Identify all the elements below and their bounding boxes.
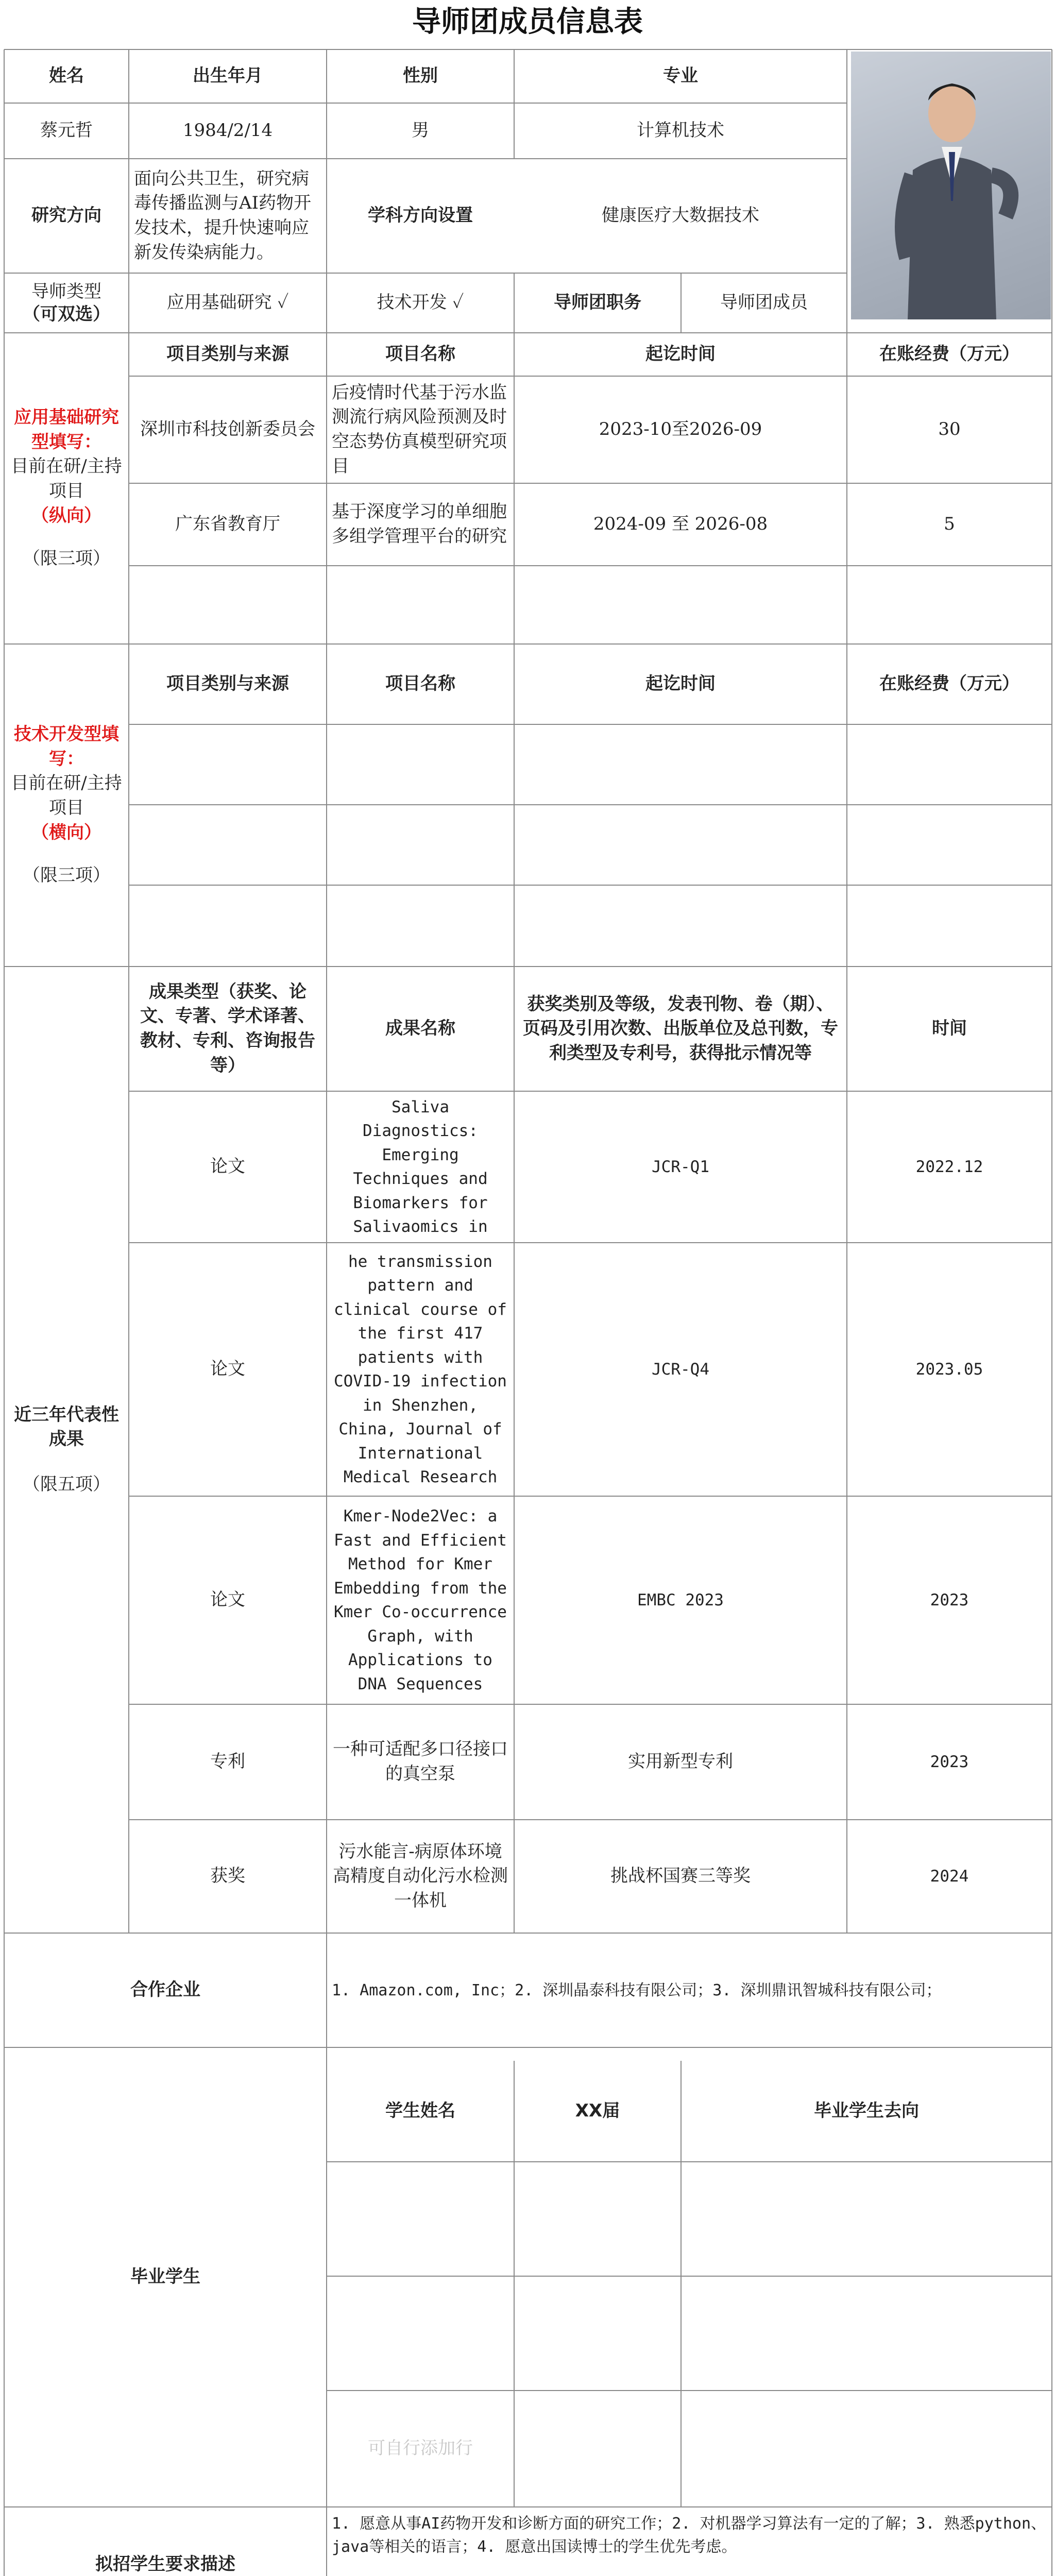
graduates-header-class: XX届 <box>575 2100 620 2122</box>
basic-research-label-text: 目前在研/主持项目 <box>11 456 122 501</box>
achievement-header-detail: 获奖类别及等级，发表刊物、卷（期）、页码及引用次数、出版单位及总刊数，专利类型及专利号，获得批示情况等 <box>523 993 838 1063</box>
basic-header-period: 起讫时间 <box>645 344 716 365</box>
discipline-value: 健康医疗大数据技术 <box>602 205 759 226</box>
cooperation-value: 1. Amazon.com, Inc；2. 深圳晶泰科技有限公司；3. 深圳鼎讯智城科技有限公司； <box>332 1981 942 1999</box>
research-value: 面向公共卫生，研究病毒传播监测与AI药物开发技术，提升快速响应新发传染病能力。 <box>134 168 311 263</box>
cooperation-label: 合作企业 <box>130 1979 200 2001</box>
requirements-label: 拟招学生要求描述 <box>95 2554 235 2575</box>
basic-row2-name: 基于深度学习的单细胞多组学管理平台的研究 <box>332 501 507 547</box>
gender-value: 男 <box>412 120 429 141</box>
achievement-header-name: 成果名称 <box>385 1018 455 1039</box>
member-photo <box>851 52 1051 319</box>
tech-header-category: 项目类别与来源 <box>166 673 289 694</box>
basic-row1-category: 深圳市科技创新委员会 <box>140 419 315 440</box>
basic-research-limit: （限三项） <box>23 548 110 569</box>
achievement-row3-type: 论文 <box>210 1589 245 1611</box>
add-row-hint[interactable]: 可自行添加行 <box>368 2438 473 2459</box>
name-header: 姓名 <box>49 65 84 87</box>
basic-row1-period: 2023-10至2026-09 <box>599 419 762 440</box>
position-label: 导师团职务 <box>554 292 641 313</box>
achievement-row4-time: 2023 <box>930 1752 969 1771</box>
mentor-type-option-basic[interactable]: 应用基础研究 ✓ <box>166 292 289 313</box>
achievement-row4-name: 一种可适配多口径接口的真空泵 <box>333 1739 508 1784</box>
requirements-value: 1. 愿意从事AI药物开发和诊断方面的研究工作；2. 对机器学习算法有一定的了解；3. 熟悉python、java等相关的语言；4. 愿意出国读博士的学生优先考虑。 <box>332 2515 1047 2556</box>
achievement-row2-name: he transmission pattern and clinical course of the first 417 patients with COVID-19 infection in Shenzhen, China, Journal of International Medical Research <box>334 1252 507 1486</box>
basic-row2-category: 广东省教育厅 <box>175 514 280 535</box>
achievement-row3-time: 2023 <box>930 1590 969 1609</box>
achievement-row1-name: Saliva Diagnostics: Emerging Techniques and Biomarkers for Salivaomics in <box>353 1097 488 1236</box>
tech-header-period: 起讫时间 <box>645 673 716 694</box>
basic-row1-funding: 30 <box>938 419 961 440</box>
mentor-type-option-tech[interactable]: 技术开发 ✓ <box>377 292 464 313</box>
achievement-row1-detail: JCR-Q1 <box>652 1157 709 1176</box>
basic-research-label-direction: （纵向） <box>31 505 101 526</box>
achievement-row5-type: 获奖 <box>210 1866 245 1887</box>
achievement-row4-detail: 实用新型专利 <box>628 1751 733 1772</box>
basic-header-funding: 在账经费（万元） <box>879 344 1019 365</box>
achievement-row2-type: 论文 <box>210 1359 245 1380</box>
achievement-row3-detail: EMBC 2023 <box>637 1590 724 1609</box>
basic-research-label <box>4 333 129 644</box>
achievement-header-type: 成果类型（获奖、论文、专著、学术译著、教材、专利、咨询报告等） <box>140 981 315 1076</box>
birth-value: 1984/2/14 <box>182 120 273 141</box>
mentor-type-label <box>4 273 129 333</box>
research-label: 研究方向 <box>31 205 101 226</box>
graduates-header-name: 学生姓名 <box>385 2100 455 2122</box>
achievements-label <box>4 967 129 1933</box>
achievement-header-time: 时间 <box>932 1018 967 1039</box>
graduates-label: 毕业学生 <box>130 2266 200 2287</box>
name-value: 蔡元哲 <box>40 120 93 141</box>
tech-dev-label-text: 目前在研/主持项目 <box>11 773 122 818</box>
form-title: 导师团成员信息表 <box>412 5 643 39</box>
achievements-label-text: 近三年代表性成果 <box>14 1404 119 1450</box>
birth-header: 出生年月 <box>193 65 263 87</box>
position-value: 导师团成员 <box>720 292 808 313</box>
major-header: 专业 <box>663 65 698 87</box>
tech-header-funding: 在账经费（万元） <box>879 673 1019 694</box>
graduates-header-destination: 毕业学生去向 <box>814 2100 919 2122</box>
achievement-row5-name: 污水能言-病原体环境高精度自动化污水检测一体机 <box>333 1841 508 1911</box>
basic-header-category: 项目类别与来源 <box>166 344 289 365</box>
achievement-row1-time: 2022.12 <box>915 1157 983 1176</box>
tech-header-name: 项目名称 <box>385 673 455 694</box>
achievement-row3-name: Kmer-Node2Vec: a Fast and Efficient Method for Kmer Embedding from the Kmer Co-occurrence Graph, with Applications to DNA Sequences <box>334 1507 507 1693</box>
mentor-type-label-line2: （可双选） <box>23 304 110 325</box>
gender-header: 性别 <box>403 65 438 87</box>
achievement-row5-time: 2024 <box>930 1867 969 1886</box>
tech-dev-label-red: 技术开发型填写： <box>14 724 119 769</box>
basic-header-name: 项目名称 <box>385 344 455 365</box>
basic-row1-name: 后疫情时代基于污水监测流行病风险预测及时空态势仿真模型研究项目 <box>332 382 507 477</box>
tech-dev-limit: （限三项） <box>23 865 110 886</box>
achievement-row1-type: 论文 <box>210 1156 245 1177</box>
achievement-row5-detail: 挑战杯国赛三等奖 <box>610 1866 751 1887</box>
tech-dev-label-direction: （横向） <box>31 822 101 843</box>
achievement-row2-detail: JCR-Q4 <box>652 1360 709 1379</box>
achievement-row2-time: 2023.05 <box>915 1360 983 1379</box>
achievements-limit: （限五项） <box>23 1473 110 1495</box>
mentor-type-label-line1: 导师类型 <box>31 281 101 302</box>
discipline-label: 学科方向设置 <box>368 205 473 226</box>
basic-research-label-red: 应用基础研究型填写： <box>14 407 119 452</box>
achievement-row4-type: 专利 <box>210 1751 245 1772</box>
major-value: 计算机技术 <box>637 120 724 141</box>
basic-row2-funding: 5 <box>944 514 955 535</box>
tech-dev-label <box>4 644 129 967</box>
basic-row2-period: 2024-09 至 2026-08 <box>593 514 768 535</box>
